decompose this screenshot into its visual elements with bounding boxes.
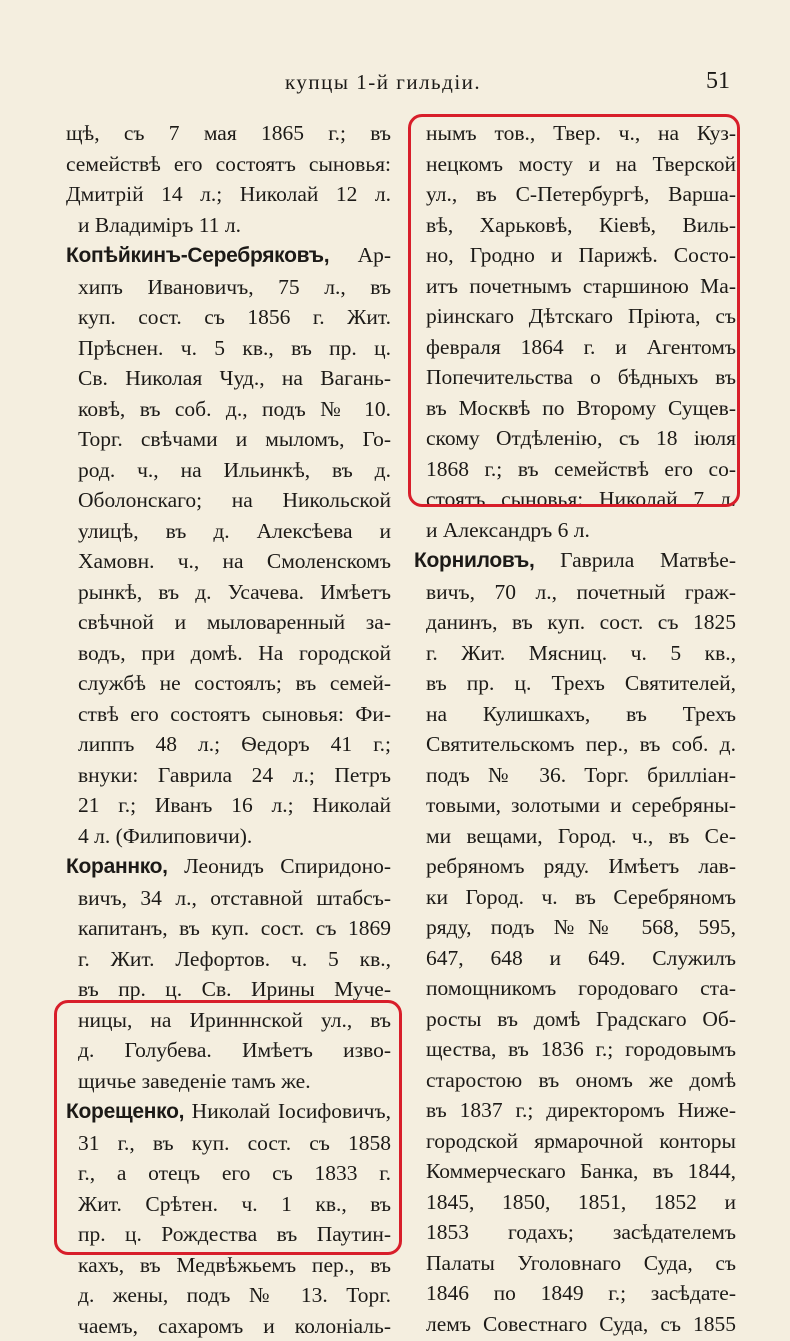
text-line: Оболонскаго; на Никольской bbox=[66, 485, 391, 516]
text-line: внуки: Гаврила 24 л.; Петръ bbox=[66, 760, 391, 791]
text-line: Хамовн. ч., на Смоленскомъ bbox=[66, 546, 391, 577]
highlight-box-left bbox=[54, 1000, 402, 1255]
text-line: вичъ, 70 л., почетный граж- bbox=[414, 577, 736, 608]
text-line: итъ почетнымъ старшиною Ма- bbox=[414, 271, 736, 302]
text-line: Леонидъ Спиридоно- bbox=[168, 854, 391, 878]
text-line: кахъ, въ Медвѣжьемъ пер., въ bbox=[66, 1250, 391, 1281]
page-header bbox=[0, 70, 790, 100]
text-line: на Кулишкахъ, въ Трехъ bbox=[414, 699, 736, 730]
text-line: д. жены, подъ № 13. Торг. bbox=[66, 1280, 391, 1311]
text-line: щѣ, съ 7 мая 1865 г.; въ bbox=[66, 118, 391, 149]
text-line: въ Москвѣ по Второму Сущев- bbox=[414, 393, 736, 424]
text-line: 21 г.; Иванъ 16 л.; Николай bbox=[66, 790, 391, 821]
running-head: купцы 1-й гильдіи. bbox=[285, 70, 481, 95]
text-line: старостою въ ономъ же домѣ bbox=[414, 1065, 736, 1096]
text-line: ми вещами, Город. ч., въ Се- bbox=[414, 821, 736, 852]
text-line: ствѣ его состоятъ сыновья: Фи- bbox=[66, 699, 391, 730]
text-line: чаемъ, сахаромъ и колоніаль- bbox=[66, 1311, 391, 1341]
text-line: род. ч., на Ильинкѣ, въ д. bbox=[66, 455, 391, 486]
text-line: 1868 г.; въ семействѣ его со- bbox=[414, 454, 736, 485]
text-line: Палаты Уголовнаго Суда, съ bbox=[414, 1248, 736, 1279]
entry-surname: Корниловъ, bbox=[414, 549, 535, 572]
text-line: щичье заведеніе тамъ же. bbox=[66, 1066, 391, 1097]
text-line: Дмитрій 14 л.; Николай 12 л. bbox=[66, 179, 391, 210]
text-line: и Александръ 6 л. bbox=[414, 515, 736, 546]
text-line: городской ярмарочной конторы bbox=[414, 1126, 736, 1157]
entry-surname: Корещенко, bbox=[66, 1100, 184, 1123]
entry-surname: Копѣйкинъ-Серебряковъ, bbox=[66, 244, 329, 267]
text-line: вѣ, Харьковѣ, Кіевѣ, Виль- bbox=[414, 210, 736, 241]
entry-surname: Кораннко, bbox=[66, 855, 168, 878]
text-line: данинъ, въ куп. сост. съ 1825 bbox=[414, 607, 736, 638]
text-line: въ пр. ц. Св. Ирины Муче- bbox=[66, 974, 391, 1005]
text-line: пр. ц. Рождества въ Паутин- bbox=[66, 1219, 391, 1250]
text-line: нецкомъ мосту и на Тверской bbox=[414, 149, 736, 180]
entry-kopeikin bbox=[66, 240, 391, 851]
text-line: ковѣ, въ соб. д., подъ № 10. bbox=[66, 394, 391, 425]
text-line: ряду, подъ №№ 568, 595, bbox=[414, 912, 736, 943]
text-line: Коммерческаго Банка, въ 1844, bbox=[414, 1156, 736, 1187]
highlight-box-right bbox=[408, 114, 740, 507]
text-line: лемъ Совестнаго Суда, съ 1855 bbox=[414, 1309, 736, 1340]
text-line: ул., въ С-Петербургѣ, Варша- bbox=[414, 179, 736, 210]
text-line: рынкѣ, въ д. Усачева. Имѣетъ bbox=[66, 577, 391, 608]
text-line: Св. Николая Чуд., на Вагань- bbox=[66, 363, 391, 394]
text-line: хипъ Ивановичъ, 75 л., въ bbox=[66, 272, 391, 303]
entry-continuation bbox=[66, 118, 391, 240]
text-line: г., а отецъ его съ 1833 г. bbox=[66, 1158, 391, 1189]
text-line: помощникомъ городоваго ста- bbox=[414, 973, 736, 1004]
text-line: въ 1837 г.; директоромъ Ниже- bbox=[414, 1095, 736, 1126]
text-line: куп. сост. съ 1856 г. Жит. bbox=[66, 302, 391, 333]
text-line: 4 л. (Филиповичи). bbox=[66, 821, 391, 852]
page-number: 51 bbox=[706, 68, 730, 95]
text-line: Ар- bbox=[329, 243, 391, 267]
text-line: капитанъ, въ куп. сост. съ 1869 bbox=[66, 913, 391, 944]
text-line: свѣчной и мыловаренный за- bbox=[66, 607, 391, 638]
text-line: вичъ, 34 л., отставной штабсъ- bbox=[66, 883, 391, 914]
text-line: росты въ домѣ Градскаго Об- bbox=[414, 1004, 736, 1035]
text-line: Гаврила Матвѣе- bbox=[535, 548, 737, 572]
text-line: февраля 1864 г. и Агентомъ bbox=[414, 332, 736, 363]
text-line: ки Город. ч. въ Серебряномъ bbox=[414, 882, 736, 913]
text-line: липпъ 48 л.; Ѳедоръ 41 г.; bbox=[66, 729, 391, 760]
text-line: товыми, золотыми и серебряны- bbox=[414, 790, 736, 821]
text-line: Жит. Срѣтен. ч. 1 кв., въ bbox=[66, 1189, 391, 1220]
text-line: ріинскаго Дѣтскаго Пріюта, съ bbox=[414, 301, 736, 332]
text-line: и Владиміръ 11 л. bbox=[66, 210, 391, 241]
text-line: щества, въ 1836 г.; городовымъ bbox=[414, 1034, 736, 1065]
text-line: д. Голубева. Имѣетъ изво- bbox=[66, 1035, 391, 1066]
text-line: Торг. свѣчами и мыломъ, Го- bbox=[66, 424, 391, 455]
text-line: г. Жит. Лефортов. ч. 5 кв., bbox=[66, 944, 391, 975]
text-line: подъ № 36. Торг. брилліан- bbox=[414, 760, 736, 791]
text-line: но, Гродно и Парижѣ. Состо- bbox=[414, 240, 736, 271]
text-line: въ пр. ц. Трехъ Святителей, bbox=[414, 668, 736, 699]
text-line: нымъ тов., Твер. ч., на Куз- bbox=[414, 118, 736, 149]
text-line: Николай Іосифовичъ, bbox=[184, 1099, 391, 1123]
text-line: 1853 годахъ; засѣдателемъ bbox=[414, 1217, 736, 1248]
text-line: г. Жит. Мясниц. ч. 5 кв., bbox=[414, 638, 736, 669]
text-line: улицѣ, въ д. Алексѣева и bbox=[66, 516, 391, 547]
text-line: Прѣснен. ч. 5 кв., въ пр. ц. bbox=[66, 333, 391, 364]
text-line: семействѣ его состоятъ сыновья: bbox=[66, 149, 391, 180]
text-line: водъ, при домѣ. На городской bbox=[66, 638, 391, 669]
text-line: ницы, на Иринннской ул., въ bbox=[66, 1005, 391, 1036]
text-line: ребряномъ ряду. Имѣетъ лав- bbox=[414, 851, 736, 882]
text-line: Святительскомъ пер., въ соб. д. bbox=[414, 729, 736, 760]
text-line: 1845, 1850, 1851, 1852 и bbox=[414, 1187, 736, 1218]
entry-kornilov bbox=[414, 545, 736, 1339]
text-line: службѣ не состоялъ; въ семей- bbox=[66, 668, 391, 699]
text-line: стоятъ сыновья: Николай 7 л. bbox=[414, 484, 736, 515]
text-line: 647, 648 и 649. Служилъ bbox=[414, 943, 736, 974]
text-line: Попечительства о бѣдныхъ въ bbox=[414, 362, 736, 393]
text-line: скому Отдѣленію, съ 18 іюля bbox=[414, 423, 736, 454]
text-line: 1846 по 1849 г.; засѣдате- bbox=[414, 1278, 736, 1309]
text-line: 31 г., въ куп. сост. съ 1858 bbox=[66, 1128, 391, 1159]
